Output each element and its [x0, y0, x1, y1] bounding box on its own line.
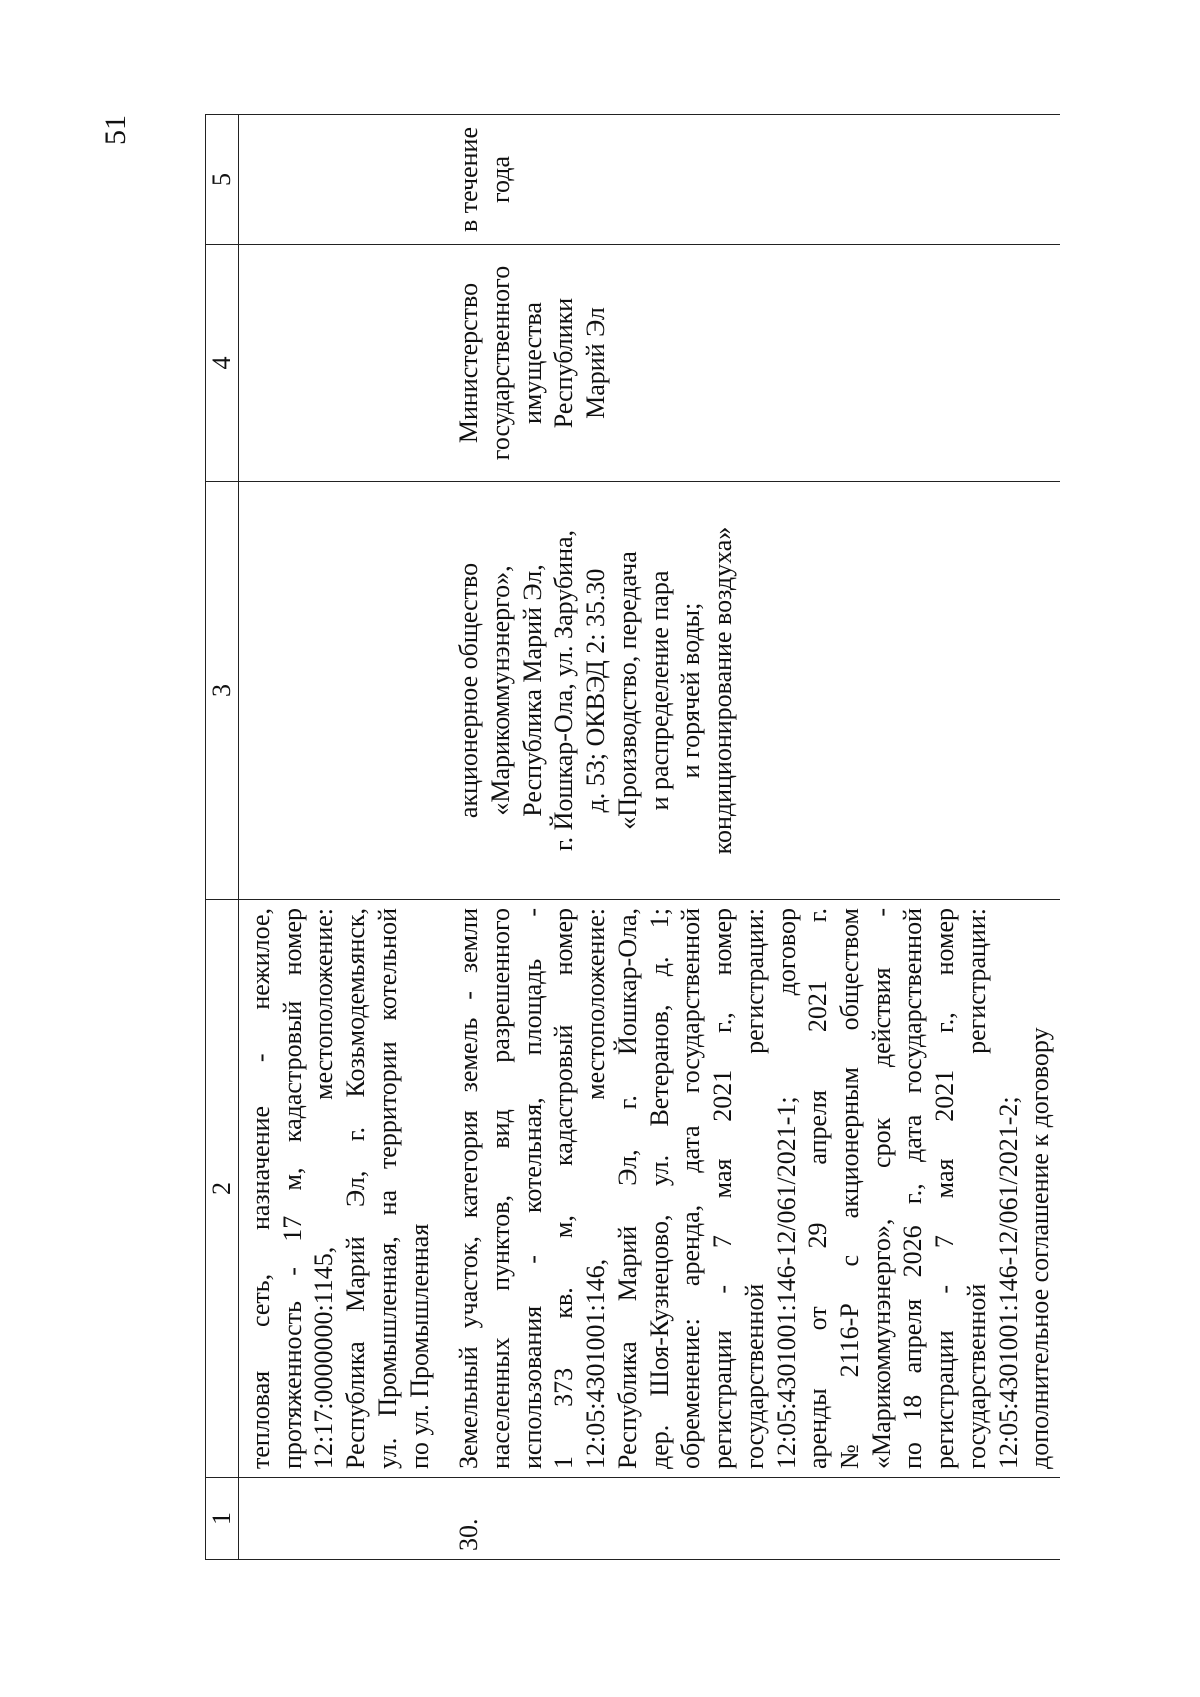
text-line: и распределение пара — [644, 570, 674, 811]
text-line: «Марикоммунэнерго», — [486, 565, 516, 816]
row-number: 30. — [439, 1478, 1060, 1560]
text-line: Республика Марий Эл, г. Йошкар-Ола, — [612, 908, 642, 1469]
header-col-4: 4 — [206, 245, 239, 482]
text-line: и горячей воды; — [676, 602, 706, 779]
text-line: государственного — [486, 265, 516, 461]
text-line: обременение: аренда, дата государственной — [676, 908, 706, 1469]
organization-info — [239, 482, 440, 900]
text-line: государственной регистрации: — [739, 908, 769, 1469]
property-table — [205, 114, 1060, 1560]
organization-info — [439, 482, 1060, 900]
text-line: 12:05:4301001:146, местоположение: — [581, 908, 611, 1469]
text-line: государственной регистрации: — [961, 908, 991, 1469]
header-col-1: 1 — [206, 1478, 239, 1560]
responsible-body — [239, 245, 440, 482]
text-line: в течение — [454, 127, 484, 233]
rotated-landscape-page — [205, 115, 1085, 1560]
header-col-2: 2 — [206, 900, 239, 1478]
object-description — [439, 900, 1060, 1478]
text-line: 12:05:4301001:146-12/061/2021-2; — [993, 1096, 1023, 1469]
responsible-body — [439, 245, 1060, 482]
text-line: Республика Марий Эл, г. Козьмодемьянск, — [341, 908, 371, 1469]
table-row — [239, 115, 440, 1560]
text-line: по 18 апреля 2026 г., дата государственной — [898, 908, 928, 1469]
text-line: населенных пунктов, вид разрешенного — [486, 908, 516, 1469]
table-body — [239, 115, 1060, 1560]
text-line: аренды от 29 апреля 2021 г. — [803, 908, 833, 1469]
text-line: 12:05:4301001:146-12/061/2021-1; договор — [771, 908, 801, 1469]
text-line: года — [486, 155, 516, 204]
text-line: Земельный участок, категория земель - земли — [454, 908, 484, 1469]
header-row — [206, 115, 239, 1560]
deadline — [439, 115, 1060, 245]
text-line: тепловая сеть, назначение - нежилое, — [246, 908, 275, 1469]
text-line: № 2116-Р с акционерным обществом — [834, 908, 864, 1469]
header-col-3: 3 — [206, 482, 239, 900]
row-number — [239, 1478, 440, 1560]
text-line: г. Йошкар-Ола, ул. Зарубина, — [549, 529, 579, 852]
text-line: имущества — [517, 302, 547, 424]
text-line: ул. Промышленная, на территории котельной — [372, 908, 402, 1469]
deadline — [239, 115, 440, 245]
text-line: кондиционирование воздуха» — [708, 526, 738, 855]
text-line: «Марикоммунэнерго», срок действия - — [866, 908, 896, 1469]
header-col-5: 5 — [206, 115, 239, 245]
object-description — [239, 900, 440, 1478]
page-number: 51 — [99, 115, 132, 145]
text-line: д. 53; ОКВЭД 2: 35.30 — [581, 568, 611, 813]
table-header — [206, 115, 239, 1560]
text-line: протяженность - 17 м, кадастровый номер — [277, 908, 307, 1469]
text-line: акционерное общество — [454, 562, 484, 819]
text-line: Республики — [549, 297, 579, 429]
text-line: 12:17:0000000:1145, местоположение: — [309, 908, 339, 1469]
text-line: регистрации - 7 мая 2021 г., номер — [708, 908, 738, 1469]
text-line: дер. Шоя-Кузнецово, ул. Ветеранов, д. 1; — [644, 908, 674, 1469]
table-row — [439, 115, 1060, 1560]
text-line: по ул. Промышленная — [404, 1223, 434, 1469]
text-line: использования - котельная, площадь - — [517, 908, 547, 1469]
text-line: регистрации - 7 мая 2021 г., номер — [930, 908, 960, 1469]
text-line: «Производство, передача — [612, 551, 642, 830]
text-line: Министерство — [454, 282, 484, 444]
text-line: Марий Эл — [581, 307, 611, 419]
text-line: 1 373 кв. м, кадастровый номер — [549, 908, 579, 1469]
text-line: дополнительное соглашение к договору — [1025, 1027, 1055, 1469]
text-line: Республика Марий Эл, — [517, 564, 547, 817]
